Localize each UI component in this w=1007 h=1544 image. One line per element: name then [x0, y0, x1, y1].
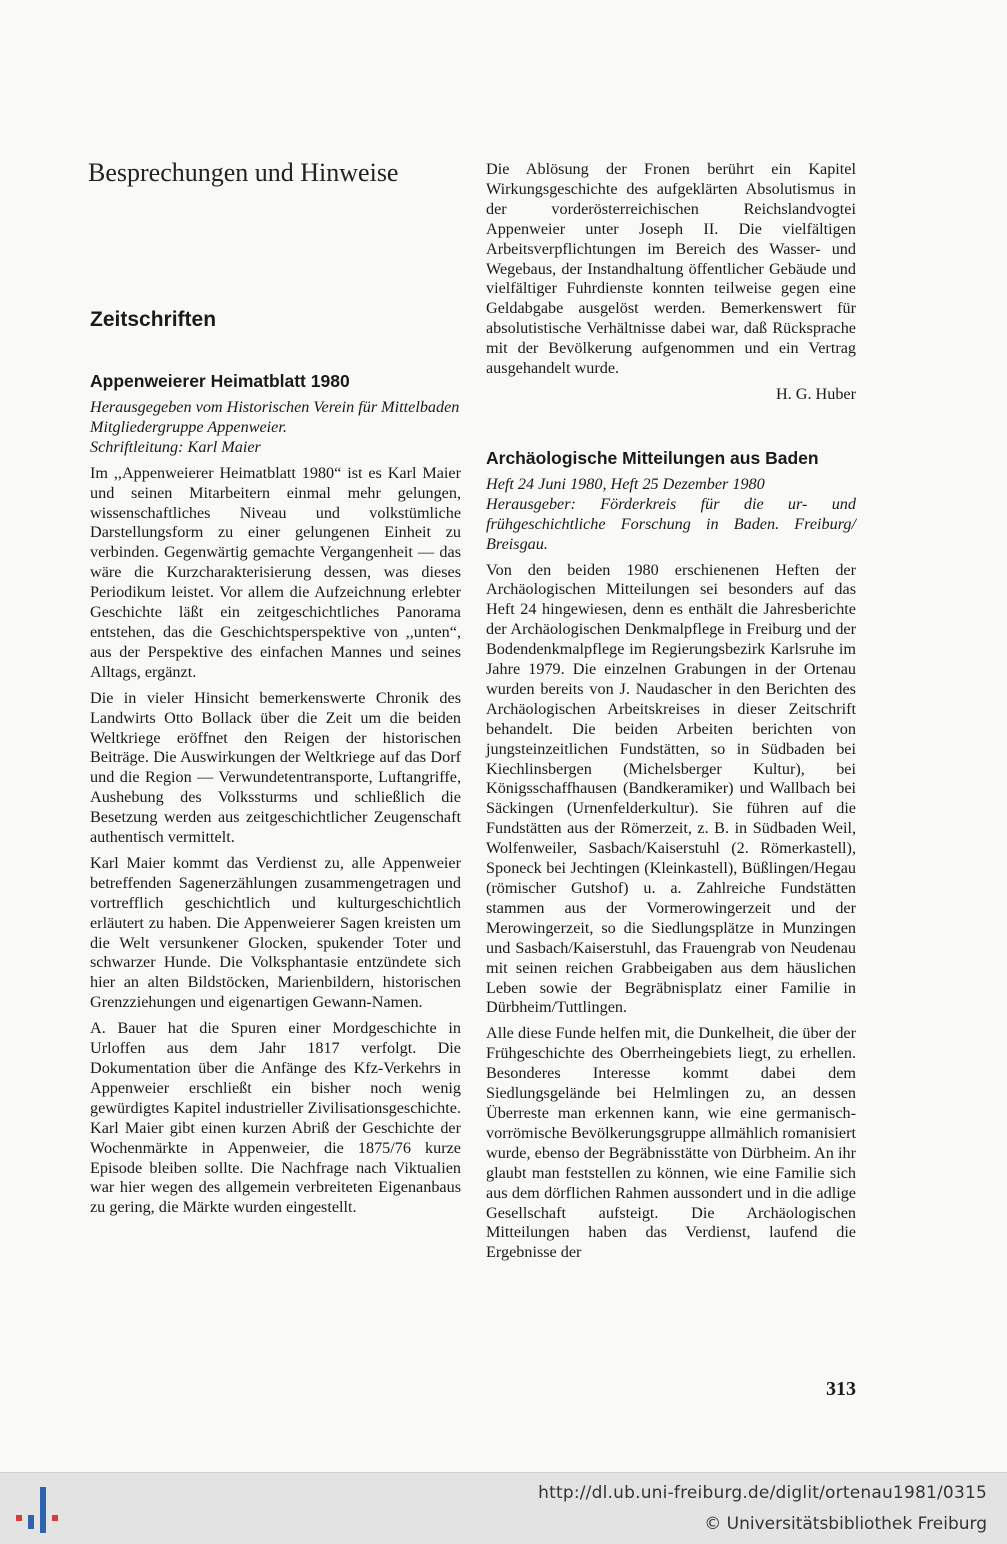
copyright-notice: © Universitätsbibliothek Freiburg — [704, 1514, 987, 1534]
author-signature: H. G. Huber — [775, 384, 856, 403]
article-title-heimatblatt: Appenweierer Heimatblatt 1980 — [90, 371, 350, 391]
ub-freiburg-logo-icon — [12, 1481, 68, 1537]
article-meta — [90, 398, 461, 458]
paragraph: Karl Maier kommt das Verdienst zu, alle Appenweier betreffenden Sagenerzählungen zusammengetragen und vortrefflich geschichtlich und kulturgeschichtlich erläutert zu haben. Die Appenweierer Sagen kreisten um die Welt versunkener Glocken, spukender Toter und schwarzer Hunde. Die Volksphantasie entzündete sich hier an alten Bildstöcken, Marienbildern, historischen Grenzziehungen und eigenartigen Gewann-Namen. — [90, 853, 461, 1012]
subsection-heading: Zeitschriften — [90, 308, 217, 331]
source-url-link[interactable]: http://dl.ub.uni-freiburg.de/diglit/ortenau1981/0315 — [538, 1483, 987, 1503]
issue-line: Heft 24 Juni 1980, Heft 25 Dezember 1980 — [486, 474, 765, 493]
section-title: Besprechungen und Hinweise — [88, 158, 399, 187]
editor-line: Schriftleitung: Karl Maier — [90, 437, 261, 456]
paragraph: Von den beiden 1980 erschienenen Heften der Archäologischen Mitteilungen sei besonders auf das Heft 24 hingewiesen, denn es enthält die Jahresberichte der Archäologischen Denkmalpflege in Freiburg und der Bodendenkmalpflege im Regierungsbezirk Karlsruhe im Jahre 1979. Die einzelnen Grabungen in der Ortenau wurden bereits von J. Naudascher in den Berichten des Archäologischen Arbeitskreises in dieser Zeitschrift behandelt. Die beiden Arbeiten berichten von jungsteinzeitlichen Fundstätten, so in Südbaden bei Kiechlinsbergen (Michelsberger Kultur), bei Königsschaffhausen (Bandkeramiker) und Wallbach bei Säckingen (Urnenfelderkultur). Sie führen auf die Fundstätten aus der Römerzeit, z. B. in Südbaden Weil, Wolfenweiler, Sasbach/Kaiserstuhl (2. Römerkastell), Sponeck bei Jechtingen (Kleinkastell), Büßlingen/Hegau (römischer Gutshof) u. a. Zahlreiche Fundstätten stammen aus der Vormerowingerzeit und der Merowingerzeit, so die Siedlungsplätze in Munzingen und Sasbach/Kaiserstuhl, das Frauengrab von Neudenau mit seinen reichen Grabbeigaben aus dem häuslichen Leben sowie der Begräbnisplatz einer Familie in Dürbheim/Tuttlingen. — [486, 560, 856, 1017]
publisher-line: Herausgegeben vom Historischen Verein für Mittelbaden — [90, 398, 460, 416]
paragraph: Die Ablösung der Fronen berührt ein Kapitel Wirkungsgeschichte des aufgeklärten Absolutismus in der vorderösterreichischen Reichslandvogtei Appenweier unter Joseph II. Die vielfältigen Arbeitsverpflichtungen im Bereich des Wasser- und Wegebaus, der Instandhaltung öffentlicher Gebäude und vielfältiger Fuhrdienste konnten teilweise gegen eine Geldabgabe ausgelöst werden. Bemerkenswert für absolutistische Verhältnisse dabei war, daß Rücksprache mit der Bevölkerung aufgenommen und ein Vertrag ausgehandelt wurde. — [486, 160, 856, 378]
publisher-line: Herausgeber: Förderkreis für die ur- und frühgeschichtliche Forschung in Baden. Freiburg/ Breisgau. — [486, 494, 856, 553]
left-column — [90, 370, 461, 1224]
paragraph: Im ,,Appenweierer Heimatblatt 1980“ ist es Karl Maier und seinen Mitarbeitern einmal mehr gelungen, wissenschaftliches Niveau und volkstümliche Darstellungsform zu einer gelungenen Einheit zu verbinden. Gegenwärtig gemachte Vergangenheit — das wäre die Kurzcharakterisierung dessen, was dieses Periodikum leistet. Vor allem die Aufzeichnung erlebter Geschichte läßt ein zeitgeschichtliches Panorama entstehen, das die Geschichtsperspektive von ,,unten“, aus der Perspektive des einfachen Mannes und seines Alltags, ergänzt. — [90, 463, 461, 681]
article-title-archaeologie: Archäologische Mitteilungen aus Baden — [486, 447, 819, 468]
right-column — [486, 160, 856, 1269]
footer-bar — [0, 1472, 1007, 1544]
article-meta — [486, 475, 856, 555]
paragraph: Alle diese Funde helfen mit, die Dunkelheit, die über der Frühgeschichte des Oberrheingebiets liegt, zu erhellen. Besonderes Interesse kommt dabei dem Siedlungsgelände bei Helmlingen zu, an dessen Überreste man erkennen kann, wie eine germanisch-vorrömische Bevölkerungsgruppe allmählich romanisiert wurde, ebenso der Begräbnisstätte von Dürbheim. An ihr glaubt man feststellen zu können, wie eine Familie sich aus dem dörflichen Rahmen aussondert und in die adlige Gesellschaft aufsteigt. Die Archäologischen Mitteilungen haben das Verdienst, laufend die Ergebnisse der — [486, 1024, 856, 1262]
member-group-line: Mitgliedergruppe Appenweier. — [90, 417, 287, 436]
page-number: 313 — [826, 1378, 856, 1400]
paragraph: Die in vieler Hinsicht bemerkenswerte Chronik des Landwirts Otto Bollack über die Zeit um die beiden Weltkriege eröffnet den Reigen der historischen Beiträge. Die Auswirkungen der Weltkriege auf das Dorf und die Region — Verwundetentransporte, Luftangriffe, Aushebung des Volkssturms und schließlich die Besetzung werden aus zeitgeschichtlicher Zeugenschaft authentisch vermittelt. — [90, 688, 461, 847]
paragraph: A. Bauer hat die Spuren einer Mordgeschichte in Urloffen aus dem Jahr 1817 verfolgt. Die Dokumentation über die Anfänge des Kfz-Verkehrs in Appenweier erschließt ein bisher noch wenig gewürdigtes Kapitel industrieller Zivilisationsgeschichte. Karl Maier gibt einen kurzen Abriß der Geschichte der Wochenmärkte in Appenweier, die 1875/76 kurze Episode bleiben sollte. Die Nachfrage nach Viktualien war hier wegen des allgemein verbreiteten Eigenanbaus zu gering, die Märkte wurden eingestellt. — [90, 1019, 461, 1217]
